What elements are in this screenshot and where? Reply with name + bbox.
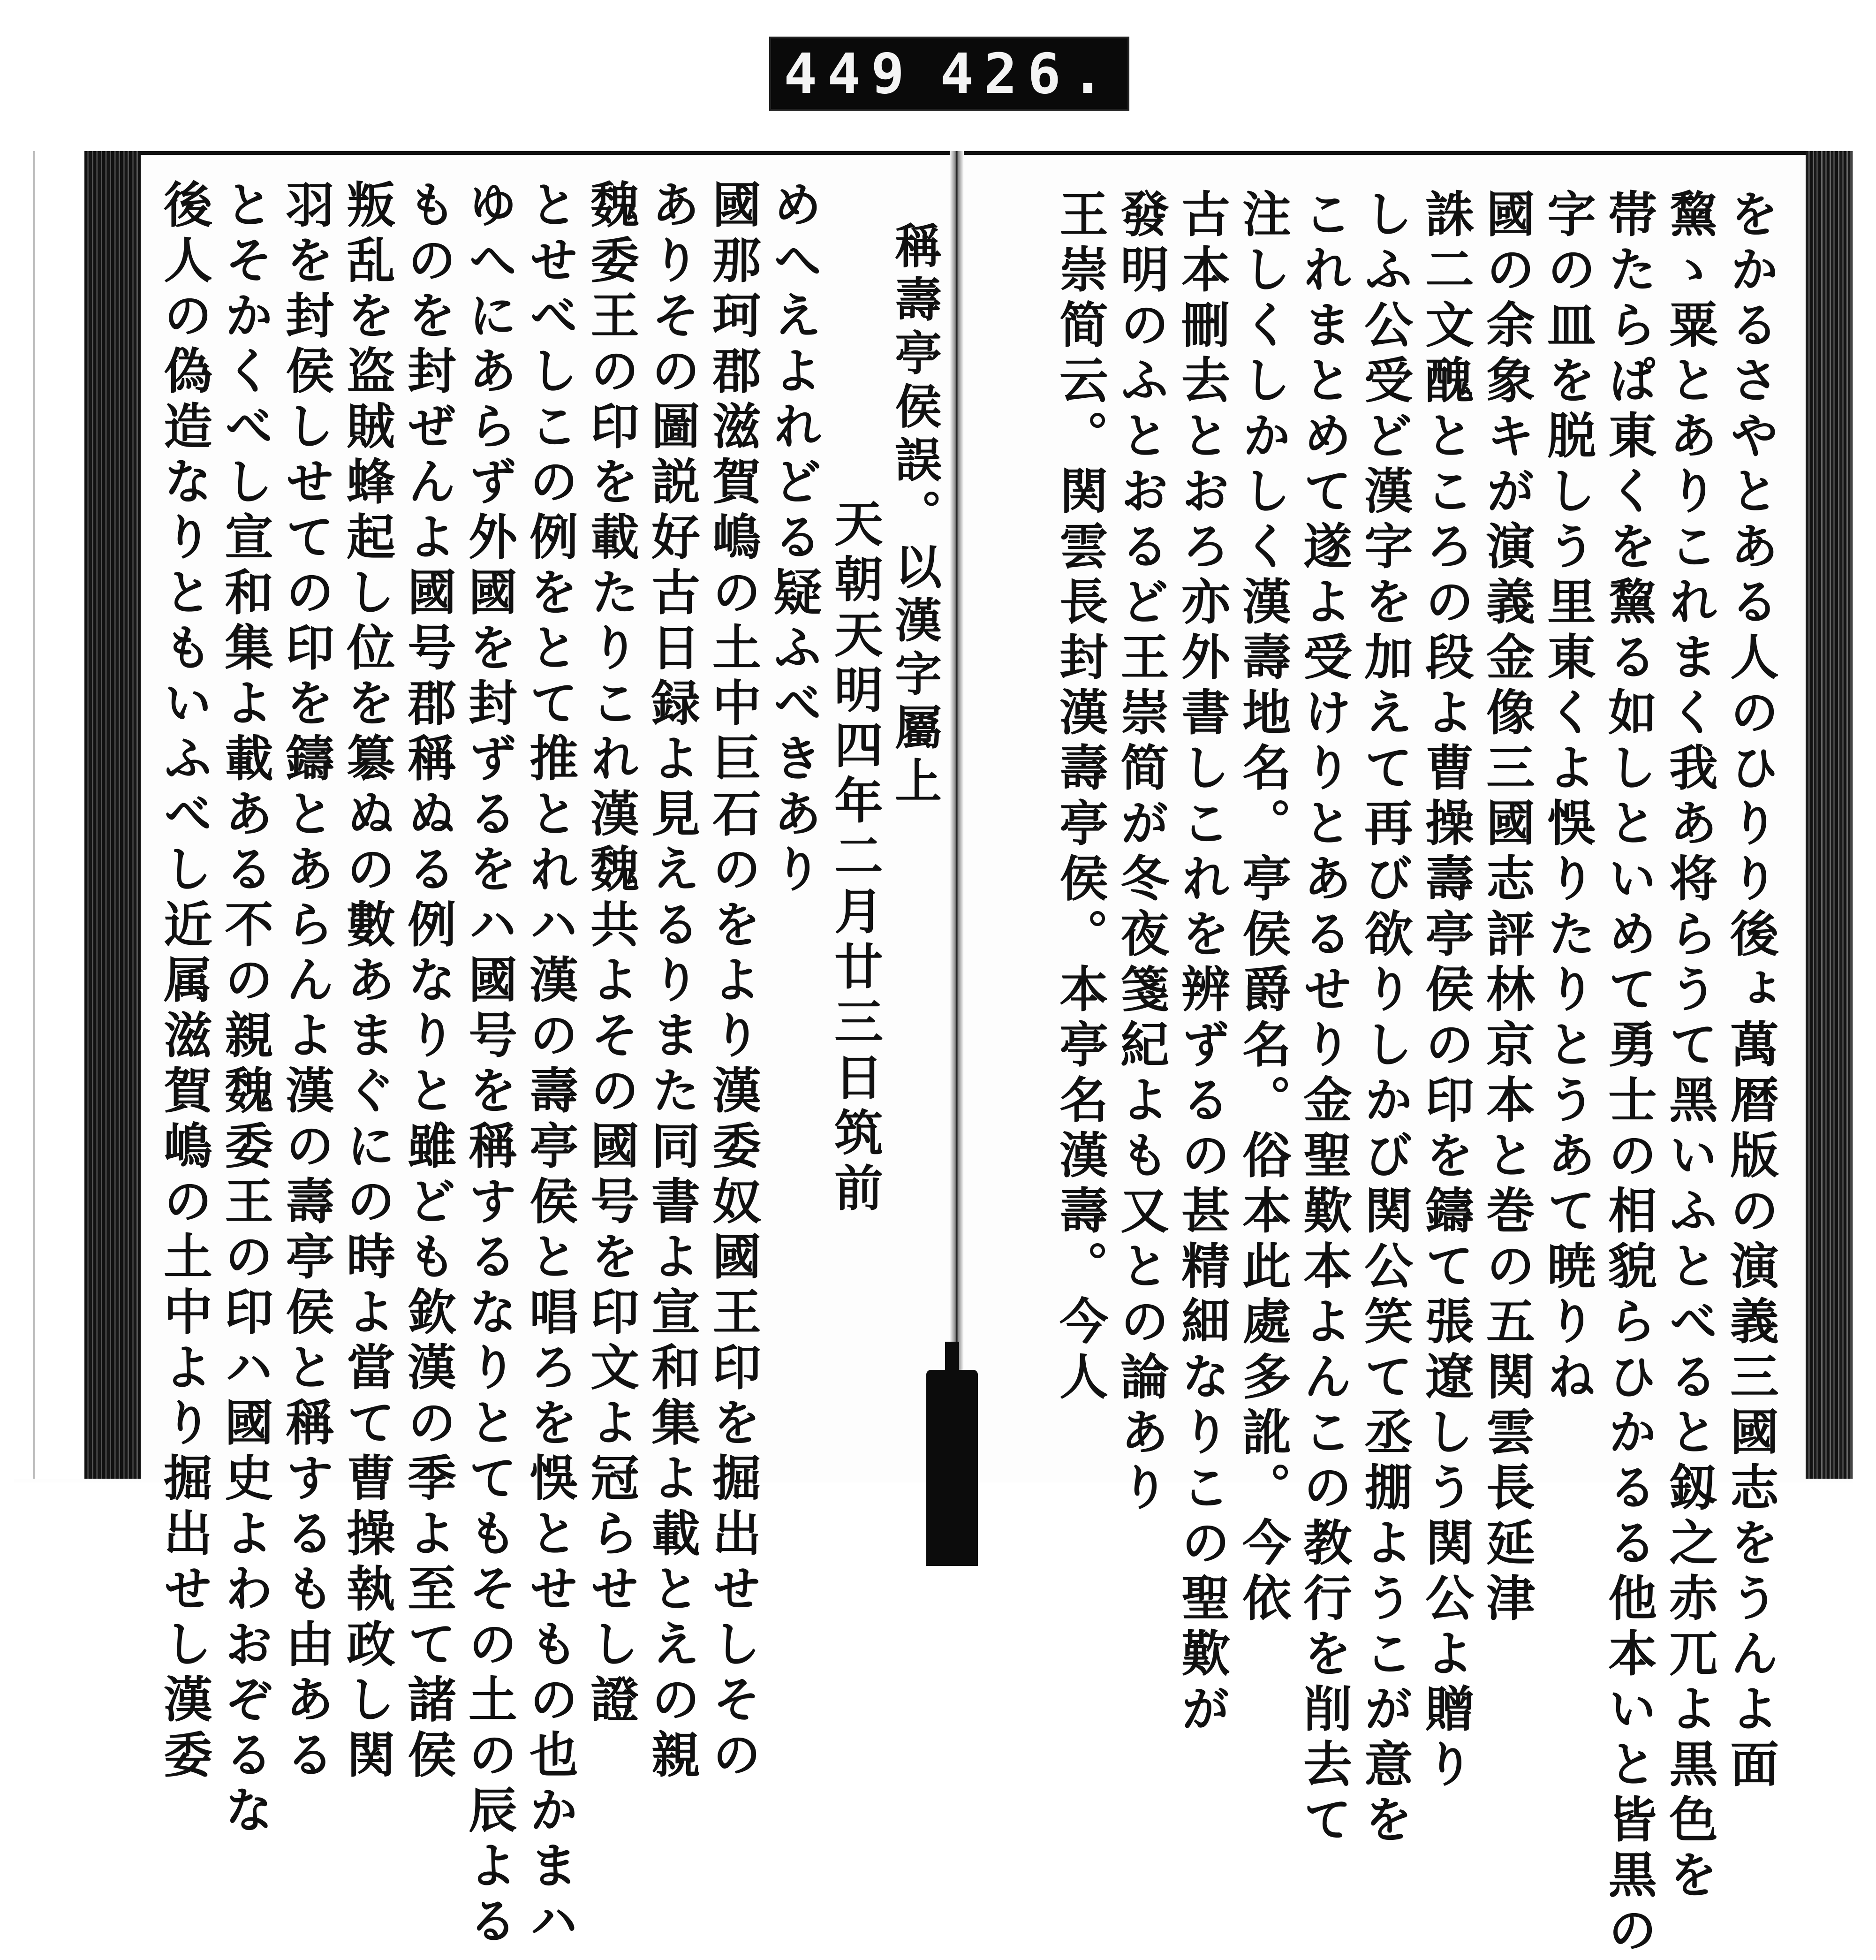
right-line-1: をかるさやとある人のひりり後ょ萬暦版の演義三國志をうんよ面	[1722, 189, 1779, 1794]
left-line-10: 羽を封侯しせての印を鑄とあらんよ漢の壽亭侯と稱するも由ある	[277, 179, 335, 1785]
right-line-5: 國の余象キが演義金像三國志評林京本と巻の五関雲長延津	[1478, 189, 1536, 1628]
left-line-5: 魏委王の印を載たりこれ漢魏共よその國号を印文よ冠らせし證	[582, 179, 640, 1729]
binding-clip	[926, 1370, 978, 1566]
right-line-4: 字の皿を脱しう里東くよ悞りたりとうあて暁りね	[1539, 189, 1596, 1406]
right-line-12: 王崇简云。関雲長封漢壽亭侯。本亭名漢壽。今人	[1051, 189, 1109, 1406]
left-line-2: めへえよれどる疑ふべきあり	[765, 179, 823, 899]
open-book	[14, 151, 1853, 1960]
right-line-3: 帯たらぱ東くを黧る如しといめて勇士の相貌らひかるる他本いと皆黒の	[1600, 189, 1657, 1960]
right-page-edge	[1806, 151, 1853, 1479]
left-line-7: ゆへにあらず外國を封ずるをハ國号を稱するなりとてもその土の辰よる	[460, 179, 518, 1951]
right-line-8: これまとめて遂よ受けりとあるせり金聖歎本よんこの教行を削去て	[1295, 189, 1353, 1849]
left-line-12: 後人の偽造なりともいふべし近属滋賀嶋の土中より掘出せし漢委	[155, 179, 213, 1785]
left-line-9: 叛乱を盗賊蜂起し位を簒ぬの數あまぐにの時よ當て曹操執政し関	[338, 179, 396, 1785]
left-line-3: 國那珂郡滋賀嶋の土中巨石のをより漢委奴國王印を掘出せしその	[704, 179, 762, 1785]
right-line-6: 誅二文醜ところの段よ曹操壽亭侯の印を鑄て張遼しう関公よ贈り	[1417, 189, 1475, 1794]
left-line-4: ありその圖説好古日録よ見えるりまた同書よ宣和集よ載とえの親	[643, 179, 701, 1785]
left-outer-margin	[14, 151, 84, 1479]
label-left-number: 449	[784, 41, 915, 106]
left-line-11: とそかくべし宣和集よ載ある不の親魏委王の印ハ國史よわおぞるな	[216, 179, 274, 1840]
page-number-label	[769, 37, 1129, 111]
left-heading: 稱壽亭侯誤。以漢字屬上	[887, 221, 942, 810]
right-line-7: しふ公受ど漢字を加えて再び欲りしかび関公笑て丞掤ようこが意を	[1356, 189, 1414, 1849]
left-line-1: 天朝天明四年二月廿三日筑前	[826, 498, 884, 1218]
label-right-number: 426.	[940, 41, 1115, 106]
book-gutter	[950, 151, 964, 1479]
right-line-2: 黧ゝ粟とありこれまく我あ将らうて黑いふとべると釼之赤兀よ黒色を	[1661, 189, 1718, 1905]
left-line-6: とせべしこの例をとて推とれハ漢の壽亭侯と唱ろを悞とせもの也かまハ	[521, 179, 579, 1951]
left-line-8: ものを封ぜんよ國号郡稱ぬる例なりと雖ども欽漢の季よ至て諸侯	[399, 179, 457, 1785]
left-page-edge	[84, 151, 141, 1479]
right-line-9: 注しくしかしく漢壽地名。亭侯爵名。俗本此處多訛。今依	[1234, 189, 1292, 1628]
right-line-10: 古本刪去とおろ亦外書しこれを辨ずるの甚精細なりこの聖歎が	[1173, 189, 1231, 1739]
right-line-11: 發明のふとおるど王崇简が冬夜箋紀よも又との論あり	[1112, 189, 1170, 1517]
